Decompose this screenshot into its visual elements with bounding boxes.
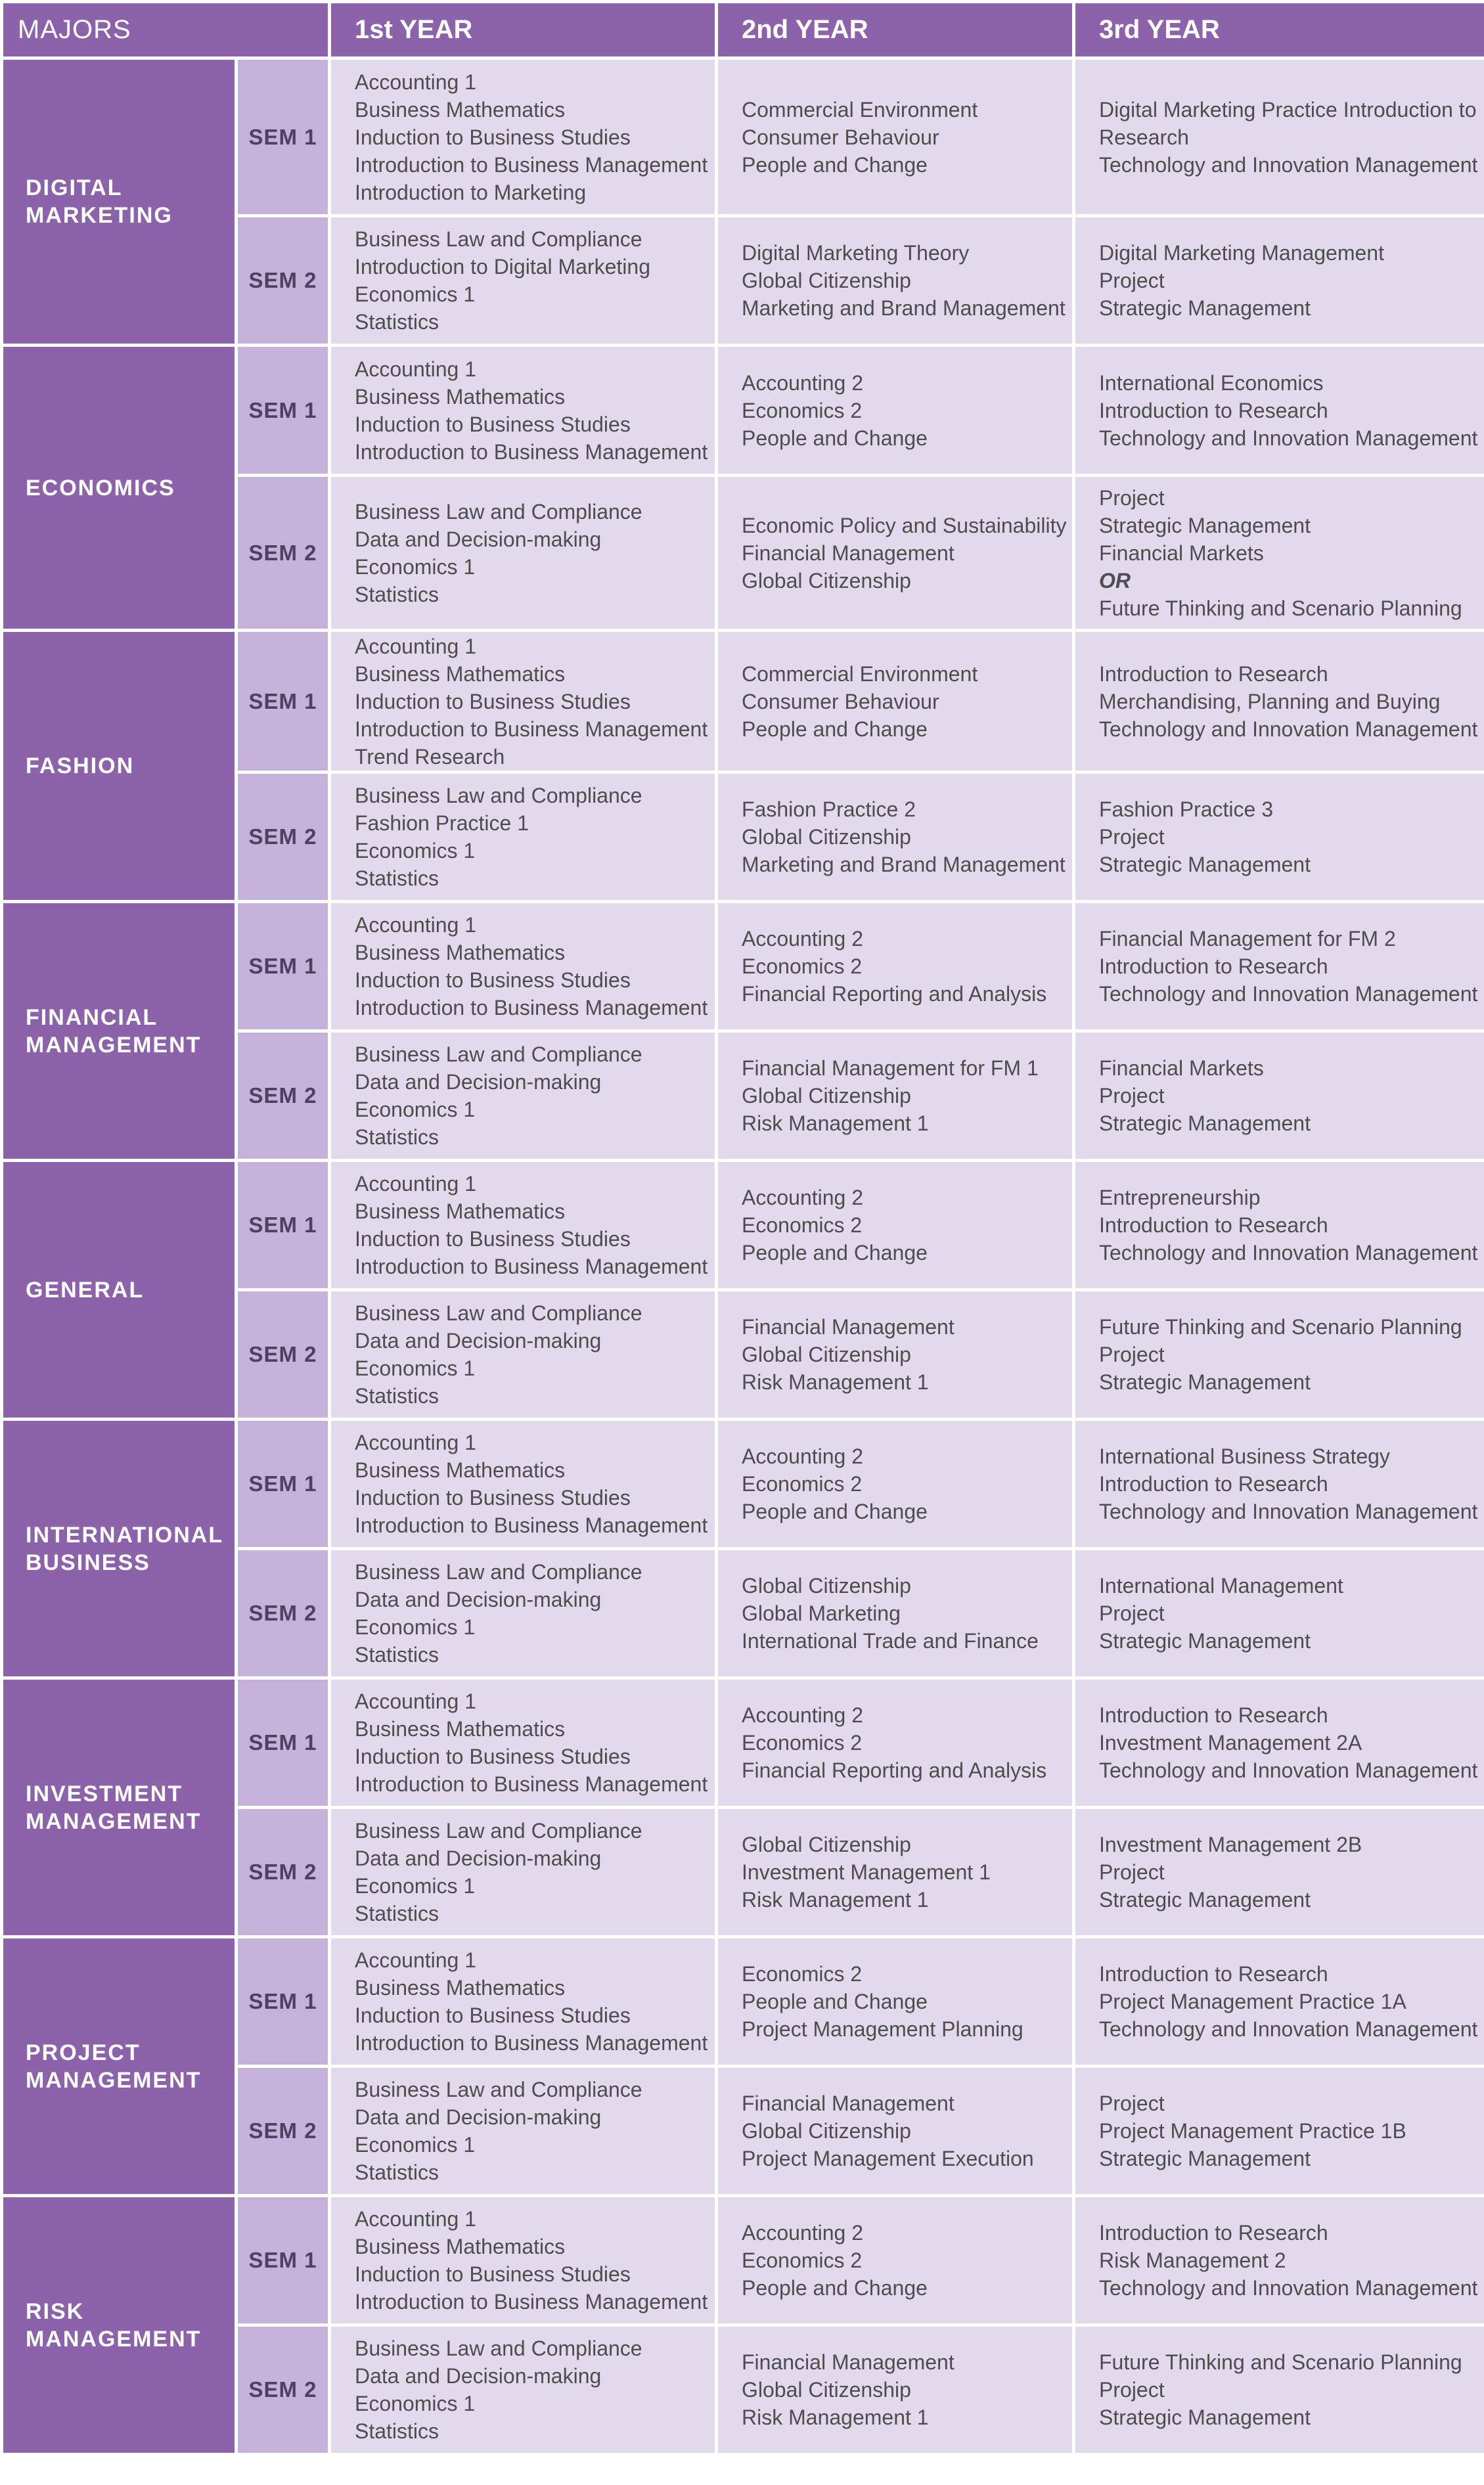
course-item: Technology and Innovation Management <box>1099 426 1478 450</box>
course-item: Economics 1 <box>355 1356 476 1380</box>
course-item: Data and Decision-making <box>355 2105 602 2129</box>
course-item: Future Thinking and Scenario Planning <box>1099 1315 1462 1339</box>
course-item: Business Law and Compliance <box>355 2337 642 2360</box>
course-item: Economics 2 <box>742 1213 863 1237</box>
header-row <box>2 2 1484 58</box>
year-3-courses <box>1074 58 1484 216</box>
course-item: Statistics <box>355 582 439 606</box>
course-item: Business Mathematics <box>355 2235 566 2258</box>
course-item: Project <box>1099 485 1165 510</box>
course-item: Induction to Business Studies <box>355 2004 631 2027</box>
header-majors: MAJORS <box>2 2 330 58</box>
course-item: Business Law and Compliance <box>355 227 642 251</box>
course-item: Introduction to Research <box>1099 1213 1328 1237</box>
course-item: Statistics <box>355 1384 439 1408</box>
course-item: Data and Decision-making <box>355 2364 602 2388</box>
year-2-courses <box>717 1808 1074 1937</box>
year-1-courses <box>330 1031 717 1161</box>
year-1-courses <box>330 1678 717 1808</box>
year-3-courses <box>1074 346 1484 476</box>
course-item: Introduction to Marketing <box>355 180 587 204</box>
course-item: Business Law and Compliance <box>355 2078 642 2101</box>
or-separator: OR <box>1099 568 1131 593</box>
semester-label: SEM 1 <box>236 1678 330 1808</box>
course-item: Economics 2 <box>742 2249 863 2272</box>
semester-label: SEM 2 <box>236 476 330 631</box>
course-item: International Trade and Finance <box>742 1629 1039 1653</box>
course-item: Fashion Practice 3 <box>1099 797 1274 821</box>
major-name <box>2 631 236 902</box>
course-item: Technology and Innovation Management <box>1099 982 1478 1006</box>
course-item: Accounting 1 <box>355 2207 477 2231</box>
course-item: Introduction to Research <box>1099 1703 1328 1727</box>
course-item: Economics 2 <box>742 1472 863 1496</box>
year-1-courses <box>330 2196 717 2325</box>
course-item: Introduction to Research <box>1099 398 1328 422</box>
year-3-courses <box>1074 1031 1484 1161</box>
table-body <box>2 58 1484 2455</box>
year-2-courses <box>717 631 1074 772</box>
year-2-courses <box>717 1549 1074 1678</box>
course-item: Statistics <box>355 866 439 890</box>
course-item: Accounting 1 <box>355 1690 477 1713</box>
major-name-line: MANAGEMENT <box>26 2326 202 2352</box>
semester-label: SEM 1 <box>236 631 330 772</box>
course-item: Project <box>1099 1601 1165 1625</box>
course-item: Accounting 1 <box>355 634 477 658</box>
year-1-courses <box>330 346 717 476</box>
year-1-courses <box>330 1161 717 1290</box>
major-name <box>2 1937 236 2196</box>
course-item: Strategic Management <box>1099 1111 1311 1135</box>
course-item: Project <box>1099 1084 1165 1108</box>
course-item: Entrepreneurship <box>1099 1186 1261 1209</box>
course-item: Global Citizenship <box>742 2378 911 2402</box>
course-item: Financial Management <box>742 2350 955 2374</box>
major-name-line: BUSINESS <box>26 1550 150 1575</box>
course-item: Project <box>1099 825 1165 849</box>
semester-label: SEM 2 <box>236 772 330 902</box>
table-row <box>2 1678 1484 1808</box>
year-3-courses <box>1074 2196 1484 2325</box>
year-2-courses <box>717 216 1074 346</box>
course-item: Data and Decision-making <box>355 527 602 551</box>
course-item: Project <box>1099 1343 1165 1366</box>
semester-label: SEM 2 <box>236 1290 330 1420</box>
semester-label: SEM 1 <box>236 1937 330 2067</box>
course-item: Technology and Innovation Management <box>1099 717 1478 741</box>
course-item: Global Marketing <box>742 1601 901 1625</box>
year-1-courses <box>330 772 717 902</box>
major-name <box>2 2196 236 2455</box>
course-item: Business Law and Compliance <box>355 1560 642 1584</box>
course-item: Data and Decision-making <box>355 1847 602 1870</box>
course-item: Global Citizenship <box>742 1574 911 1598</box>
course-item: Statistics <box>355 2160 439 2184</box>
course-item: Strategic Management <box>1099 1888 1311 1912</box>
year-2-courses <box>717 346 1074 476</box>
course-item: Introduction to Business Management <box>355 1772 708 1796</box>
course-item: People and Change <box>742 1990 928 2013</box>
year-2-courses <box>717 902 1074 1031</box>
course-item: Accounting 2 <box>742 927 864 951</box>
course-item: Business Mathematics <box>355 1976 566 2000</box>
course-item: Risk Management 1 <box>742 1370 929 1394</box>
course-item: Induction to Business Studies <box>355 125 631 149</box>
course-item: Strategic Management <box>1099 1629 1311 1653</box>
year-3-courses <box>1074 1937 1484 2067</box>
course-item: People and Change <box>742 1500 928 1523</box>
course-item: Introduction to Business Management <box>355 152 708 177</box>
course-item: Future Thinking and Scenario Planning <box>1099 596 1462 620</box>
course-item: Technology and Innovation Management <box>1099 2017 1478 2041</box>
year-2-courses <box>717 1290 1074 1420</box>
course-item: Global Citizenship <box>742 1833 911 1856</box>
table-row <box>2 1420 1484 1549</box>
course-item: Business Mathematics <box>355 941 566 964</box>
year-3-courses <box>1074 902 1484 1031</box>
course-item: Economics 2 <box>742 398 863 422</box>
course-item: Project <box>1099 2378 1165 2402</box>
course-item: Data and Decision-making <box>355 1329 602 1353</box>
course-item: Project <box>1099 1860 1165 1884</box>
course-item: Technology and Innovation Management <box>1099 1758 1478 1782</box>
course-item: Digital Marketing Theory <box>742 241 970 265</box>
course-item: Financial Management <box>742 541 955 565</box>
major-name-line: MANAGEMENT <box>26 1808 202 1834</box>
major-name <box>2 58 236 346</box>
semester-label: SEM 2 <box>236 216 330 346</box>
course-item: Introduction to Research <box>1099 954 1328 978</box>
table-row <box>2 1937 1484 2067</box>
year-3-courses <box>1074 1420 1484 1549</box>
year-1-courses <box>330 476 717 631</box>
year-3-courses <box>1074 1808 1484 1937</box>
year-3-courses <box>1074 1161 1484 1290</box>
course-item: Business Mathematics <box>355 661 566 686</box>
course-item: Introduction to Business Management <box>355 717 708 741</box>
course-item: Induction to Business Studies <box>355 412 631 436</box>
course-item: Induction to Business Studies <box>355 1486 631 1510</box>
year-3-courses <box>1074 1290 1484 1420</box>
year-1-courses <box>330 631 717 772</box>
year-3-courses <box>1074 1549 1484 1678</box>
course-item: Risk Management 1 <box>742 2406 929 2429</box>
course-item: Statistics <box>355 1902 439 1925</box>
year-1-courses <box>330 1937 717 2067</box>
course-item: Project <box>1099 2092 1165 2115</box>
course-item: Accounting 2 <box>742 1444 864 1468</box>
course-item: Introduction to Business Management <box>355 1255 708 1278</box>
course-item: Business Mathematics <box>355 1458 566 1482</box>
course-item: Economics 1 <box>355 1098 476 1121</box>
course-item: Project <box>1099 269 1165 292</box>
course-item: Global Citizenship <box>742 269 911 292</box>
year-1-courses <box>330 902 717 1031</box>
course-item: Introduction to Research <box>1099 2221 1328 2245</box>
major-name <box>2 902 236 1161</box>
semester-label: SEM 1 <box>236 2196 330 2325</box>
course-item: Business Law and Compliance <box>355 1301 642 1325</box>
course-item: People and Change <box>742 152 928 177</box>
course-item: Economics 1 <box>355 282 476 306</box>
course-item: Global Citizenship <box>742 825 911 849</box>
course-item: Accounting 2 <box>742 370 864 395</box>
year-1-courses <box>330 2325 717 2455</box>
course-item: Financial Management for FM 1 <box>742 1056 1039 1080</box>
course-item: Statistics <box>355 310 439 334</box>
course-item: Data and Decision-making <box>355 1070 602 1094</box>
semester-label: SEM 1 <box>236 346 330 476</box>
major-name-line: FINANCIAL <box>26 1004 158 1030</box>
year-2-courses <box>717 476 1074 631</box>
course-item: Merchandising, Planning and Buying <box>1099 689 1441 713</box>
year-2-courses <box>717 1678 1074 1808</box>
year-3-courses <box>1074 2325 1484 2455</box>
course-item: Strategic Management <box>1099 513 1311 537</box>
course-item: Commercial Environment <box>742 97 978 122</box>
course-item: Introduction to Business Management <box>355 2031 708 2055</box>
course-item: Data and Decision-making <box>355 1588 602 1611</box>
course-item: Risk Management 1 <box>742 1888 929 1912</box>
course-item: Accounting 2 <box>742 2221 864 2245</box>
course-item: Introduction to Business Management <box>355 996 708 1019</box>
course-item: Strategic Management <box>1099 1370 1311 1394</box>
course-item: Business Law and Compliance Fashion Practice 1 <box>355 784 642 835</box>
course-item: Technology and Innovation Management <box>1099 1241 1478 1265</box>
course-item: Project Management Planning <box>742 2017 1023 2041</box>
course-item: Introduction to Digital Marketing <box>355 255 650 279</box>
course-item: Strategic Management <box>1099 296 1311 320</box>
course-item: Economic Policy and Sustainability <box>742 513 1067 537</box>
table-row <box>2 346 1484 476</box>
course-item: People and Change <box>742 426 928 450</box>
course-item: Business Mathematics <box>355 97 566 122</box>
course-item: Economics 2 <box>742 1962 863 1986</box>
course-item: Induction to Business Studies <box>355 968 631 992</box>
course-item: Introduction to Business Management <box>355 1513 708 1537</box>
course-item: Technology and Innovation Management <box>1099 1500 1478 1523</box>
course-item: Business Law and Compliance <box>355 499 642 524</box>
table-row <box>2 1161 1484 1290</box>
year-1-courses <box>330 1808 717 1937</box>
table-row <box>2 58 1484 216</box>
major-name-line: ECONOMICS <box>26 475 175 501</box>
course-item: Induction to Business Studies <box>355 2262 631 2286</box>
table-row <box>2 631 1484 772</box>
major-name-line: MARKETING <box>26 203 173 228</box>
semester-label: SEM 2 <box>236 2067 330 2196</box>
semester-label: SEM 2 <box>236 1808 330 1937</box>
course-item: Accounting 2 <box>742 1703 864 1727</box>
course-item: Statistics <box>355 2419 439 2443</box>
semester-label: SEM 2 <box>236 1031 330 1161</box>
major-name-line: PROJECT <box>26 2040 141 2065</box>
year-2-courses <box>717 58 1074 216</box>
course-item: Technology and Innovation Management <box>1099 2276 1478 2300</box>
semester-label: SEM 2 <box>236 1549 330 1678</box>
course-item: Strategic Management <box>1099 2147 1311 2170</box>
header-year-1: 1st YEAR <box>330 2 717 58</box>
course-item: Financial Management <box>742 1315 955 1339</box>
course-item: Financial Reporting and Analysis <box>742 1758 1047 1782</box>
course-item: Marketing and Brand Management <box>742 296 1066 320</box>
course-item: Introduction to Research <box>1099 661 1328 686</box>
course-item: Strategic Management <box>1099 853 1311 876</box>
major-name <box>2 346 236 631</box>
year-2-courses <box>717 1420 1074 1549</box>
course-item: International Management <box>1099 1574 1343 1598</box>
year-3-courses <box>1074 216 1484 346</box>
table-row <box>2 902 1484 1031</box>
course-item: Induction to Business Studies <box>355 1745 631 1768</box>
course-item: Future Thinking and Scenario Planning <box>1099 2350 1462 2374</box>
course-item: Economics 2 <box>742 954 863 978</box>
course-item: Global Citizenship <box>742 1343 911 1366</box>
course-item: Accounting 2 <box>742 1186 864 1209</box>
course-item: Introduction to Research <box>1099 1962 1328 1986</box>
course-item: Global Citizenship <box>742 2119 911 2143</box>
year-2-courses <box>717 1937 1074 2067</box>
course-item: Investment Management 2B <box>1099 1833 1362 1856</box>
course-item: People and Change <box>742 2276 928 2300</box>
course-item: Investment Management 2A <box>1099 1731 1362 1755</box>
course-item: Accounting 1 <box>355 913 477 937</box>
course-item: Digital Marketing Management <box>1099 241 1384 265</box>
year-2-courses <box>717 1031 1074 1161</box>
semester-label: SEM 2 <box>236 2325 330 2455</box>
course-item: Technology and Innovation Management <box>1099 152 1478 177</box>
course-item: Financial Markets <box>1099 541 1264 565</box>
course-item: Accounting 1 <box>355 70 477 94</box>
year-2-courses <box>717 2325 1074 2455</box>
year-1-courses <box>330 2067 717 2196</box>
semester-label: SEM 1 <box>236 902 330 1031</box>
course-item: Economics 1 <box>355 1615 476 1639</box>
major-name-line: GENERAL <box>26 1277 145 1303</box>
table-row <box>2 2196 1484 2325</box>
header-year-3: 3rd YEAR <box>1074 2 1484 58</box>
year-1-courses <box>330 216 717 346</box>
course-item: Marketing and Brand Management <box>742 853 1066 876</box>
year-3-courses <box>1074 2067 1484 2196</box>
course-item: Consumer Behaviour <box>742 125 939 149</box>
year-1-courses <box>330 58 717 216</box>
course-item: Strategic Management <box>1099 2406 1311 2429</box>
course-item: Accounting 1 <box>355 1948 477 1972</box>
major-name-line: MANAGEMENT <box>26 1032 202 1058</box>
semester-label: SEM 1 <box>236 58 330 216</box>
year-2-courses <box>717 2067 1074 2196</box>
major-name-line: INVESTMENT <box>26 1781 183 1806</box>
major-name <box>2 1678 236 1937</box>
year-3-courses <box>1074 772 1484 902</box>
course-item: Economics 1 <box>355 2392 476 2415</box>
course-item: Investment Management 1 <box>742 1860 991 1884</box>
course-item: Business Mathematics <box>355 1717 566 1741</box>
course-item: Fashion Practice 2 <box>742 797 916 821</box>
course-item: Financial Management for FM 2 <box>1099 927 1396 951</box>
course-item: People and Change <box>742 717 928 741</box>
course-item: Business Mathematics <box>355 1199 566 1223</box>
course-item: Economics 1 <box>355 2133 476 2157</box>
year-3-courses <box>1074 631 1484 772</box>
course-item: Accounting 1 <box>355 1172 477 1196</box>
course-item: Introduction to Research <box>1099 1472 1328 1496</box>
course-item: Project Management Practice 1B <box>1099 2119 1406 2143</box>
course-item: Project Management Practice 1A <box>1099 1990 1406 2013</box>
year-1-courses <box>330 1290 717 1420</box>
course-item: Business Law and Compliance <box>355 1042 642 1066</box>
course-item: International Business Strategy <box>1099 1444 1390 1468</box>
course-item: Induction to Business Studies <box>355 1227 631 1251</box>
course-item: Project Management Execution <box>742 2147 1034 2170</box>
semester-label: SEM 1 <box>236 1420 330 1549</box>
course-item: Accounting 1 <box>355 357 477 381</box>
course-item: Financial Management <box>742 2092 955 2115</box>
major-name <box>2 1420 236 1678</box>
year-2-courses <box>717 2196 1074 2325</box>
course-item: Risk Management 1 <box>742 1111 929 1135</box>
major-name <box>2 1161 236 1420</box>
year-1-courses <box>330 1549 717 1678</box>
major-name-line: INTERNATIONAL <box>26 1522 224 1548</box>
course-item: Trend Research <box>355 744 505 769</box>
course-item: Commercial Environment <box>742 661 978 686</box>
year-3-courses <box>1074 1678 1484 1808</box>
course-item: Business Mathematics <box>355 384 566 409</box>
header-year-2: 2nd YEAR <box>717 2 1074 58</box>
year-1-courses <box>330 1420 717 1549</box>
major-name-line: DIGITAL <box>26 175 123 200</box>
course-item: Statistics <box>355 1125 439 1149</box>
semester-label: SEM 1 <box>236 1161 330 1290</box>
course-item: Introduction to Business Management <box>355 439 708 464</box>
course-item: Digital Marketing Practice Introduction to Research <box>1099 97 1477 149</box>
major-name-line: RISK <box>26 2298 85 2324</box>
course-item: Global Citizenship <box>742 568 911 593</box>
major-name-line: FASHION <box>26 753 135 778</box>
course-item: Business Law and Compliance <box>355 1819 642 1843</box>
course-item: Induction to Business Studies <box>355 689 631 713</box>
course-item: Economics 2 <box>742 1731 863 1755</box>
course-item: Introduction to Business Management <box>355 2290 708 2314</box>
course-item: Financial Reporting and Analysis <box>742 982 1047 1006</box>
course-item: People and Change <box>742 1241 928 1265</box>
course-item: Economics 1 <box>355 839 476 862</box>
year-3-courses <box>1074 476 1484 631</box>
course-item: Economics 1 <box>355 1874 476 1898</box>
course-item: Consumer Behaviour <box>742 689 939 713</box>
course-item: Statistics <box>355 1643 439 1667</box>
year-2-courses <box>717 772 1074 902</box>
major-name-line: MANAGEMENT <box>26 2067 202 2093</box>
course-item: Global Citizenship <box>742 1084 911 1108</box>
course-item: Economics 1 <box>355 554 476 579</box>
year-2-courses <box>717 1161 1074 1290</box>
course-item: Accounting 1 <box>355 1431 477 1454</box>
course-item: International Economics <box>1099 370 1324 395</box>
course-item: Risk Management 2 <box>1099 2249 1286 2272</box>
course-item: Financial Markets <box>1099 1056 1264 1080</box>
